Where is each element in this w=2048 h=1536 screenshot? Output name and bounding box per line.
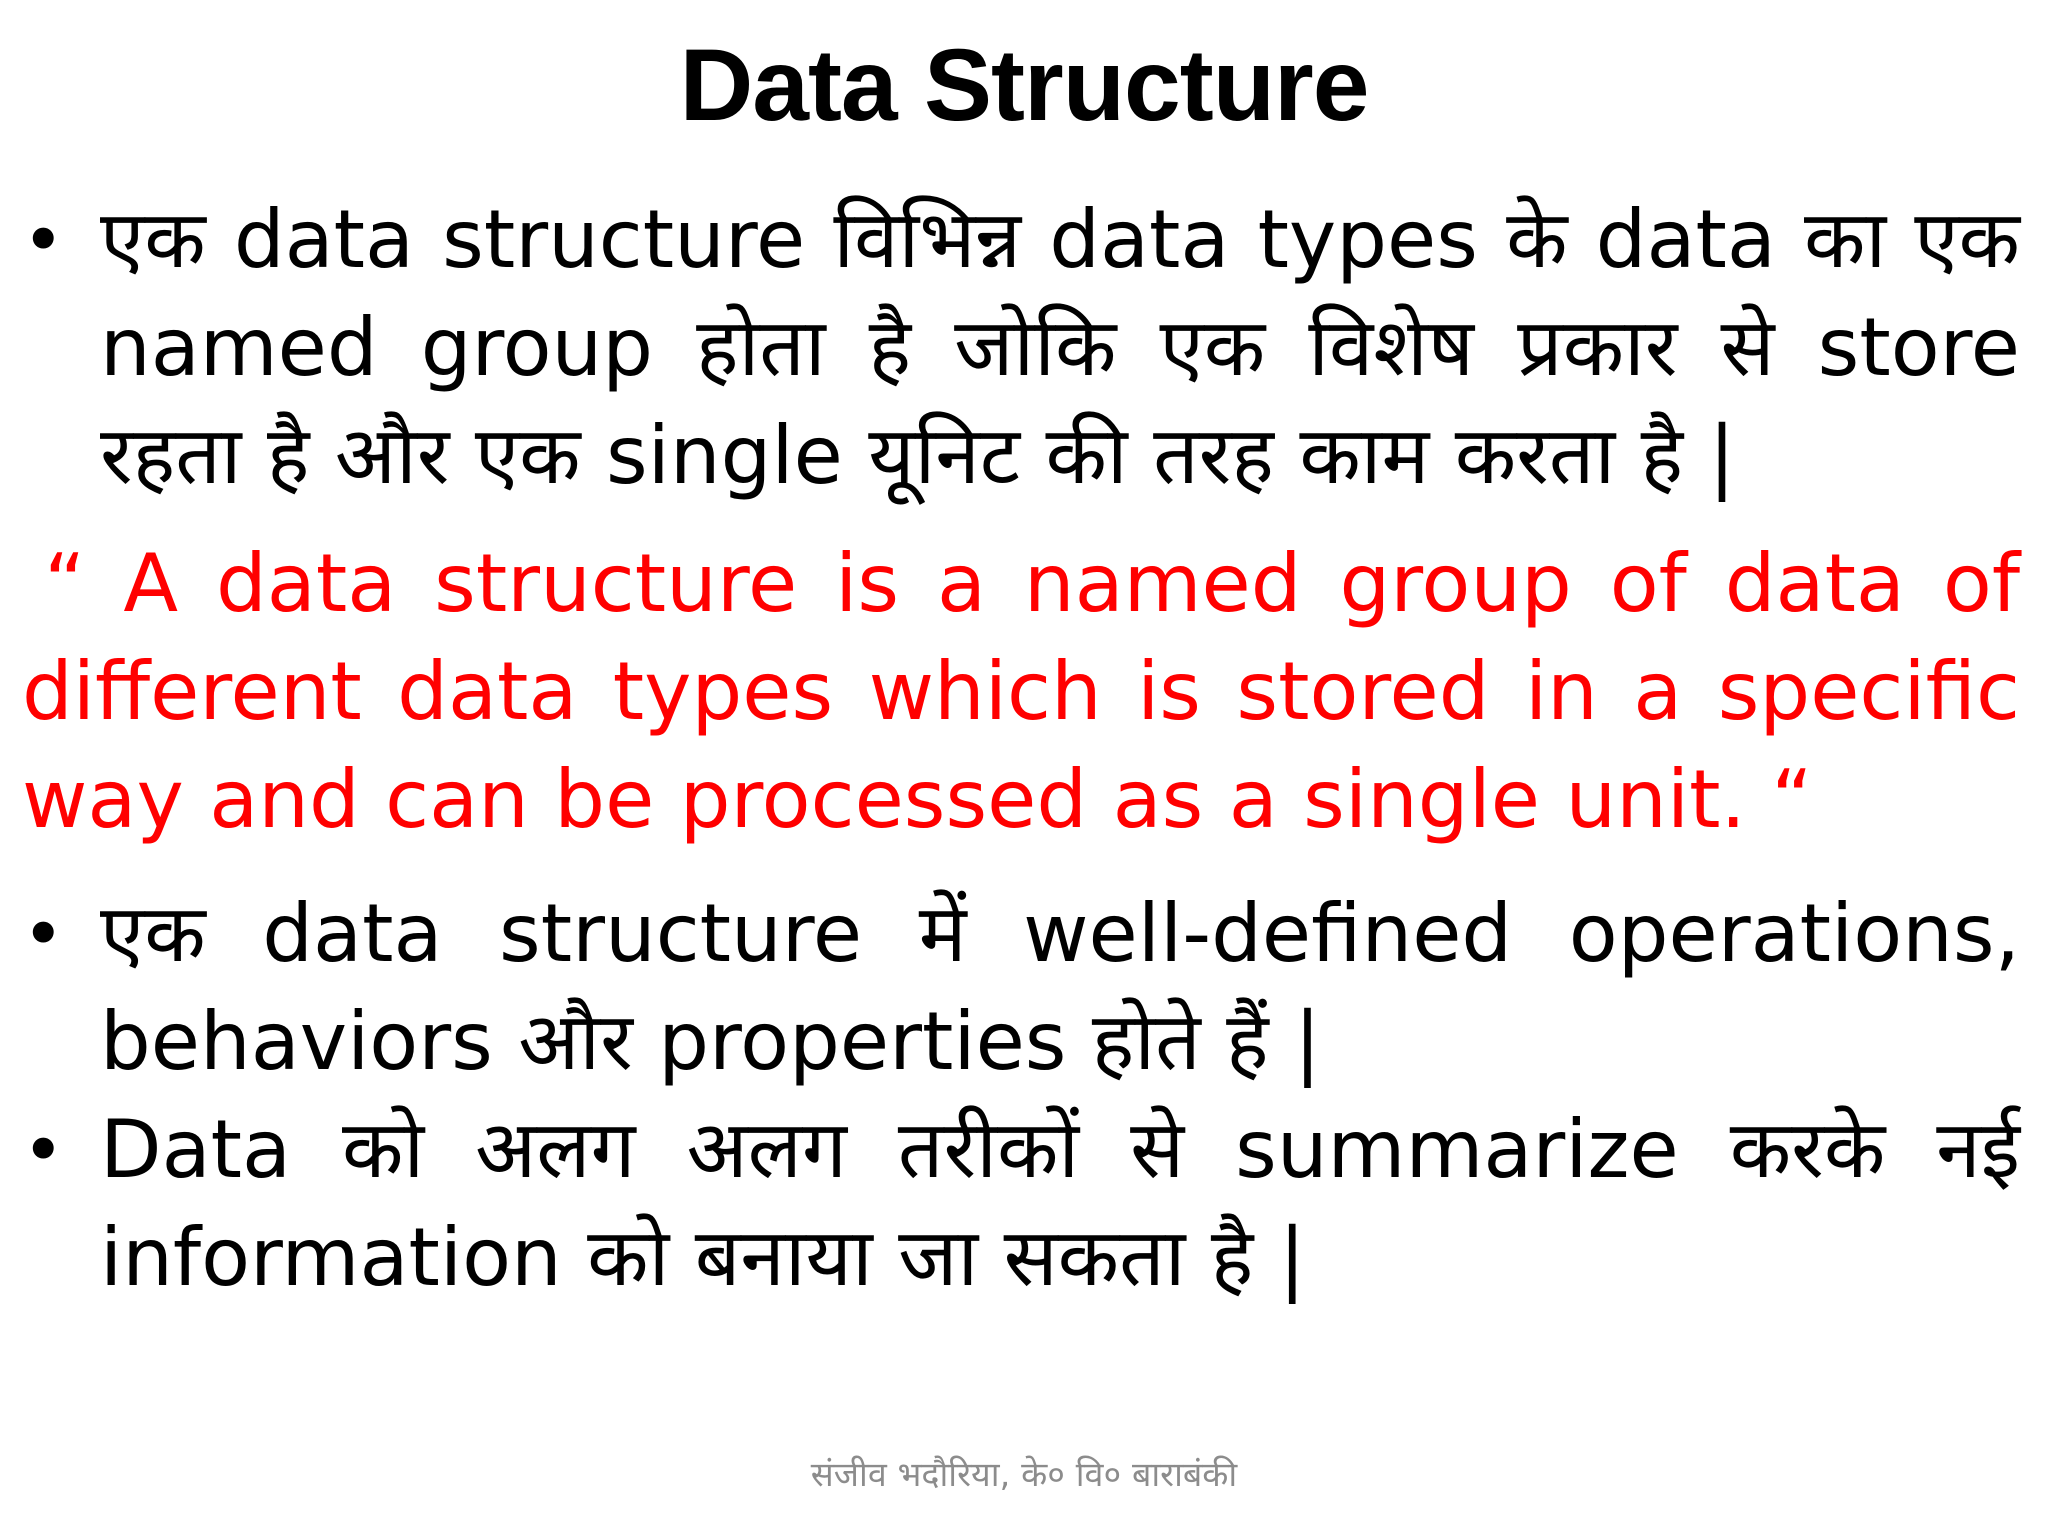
bullet-item-definition-hindi — [22, 186, 2020, 510]
slide-title: Data Structure — [679, 28, 1369, 142]
bullet-text: एक data structure विभिन्न data types के data का एक named group होता है जोकि एक विशेष प्रकार से store रहता है और एक single यूनिट की तरह काम करता है | — [100, 193, 2020, 502]
slide-footer: संजीव भदौरिया, के० वि० बाराबंकी — [810, 1455, 1238, 1495]
quote-text: “ A data structure is a named group of data of different data types which is stored in a specific way and can be processed as a single unit. “ — [22, 537, 2020, 846]
definition-quote — [22, 530, 2020, 854]
bullet-marker: • — [22, 198, 65, 282]
bullet-marker: • — [22, 1108, 65, 1192]
bullet-item-operations — [22, 880, 2020, 1096]
bullet-text: एक data structure में well-defined operations, behaviors और properties होते हैं | — [100, 887, 2020, 1088]
bullet-marker: • — [22, 892, 65, 976]
bullet-text: Data को अलग अलग तरीकों से summarize करके नई information को बनाया जा सकता है | — [100, 1103, 2020, 1304]
bullet-item-summarize — [22, 1096, 2020, 1312]
